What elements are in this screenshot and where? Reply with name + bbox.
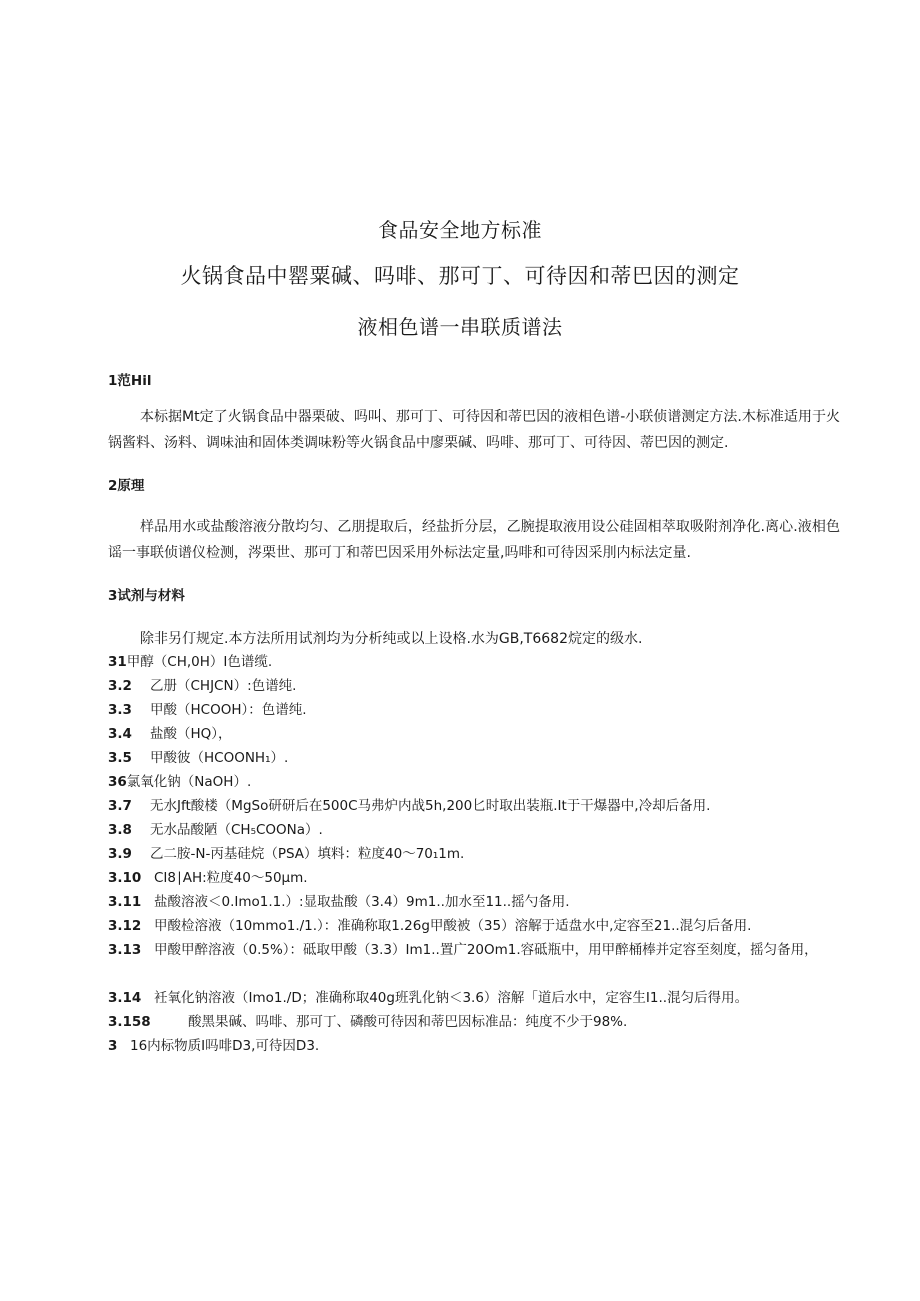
- section-1-heading: 1范Hil: [108, 373, 152, 389]
- list-item: [108, 842, 828, 866]
- list-item: [108, 890, 828, 914]
- list-item: [108, 938, 828, 962]
- list-item: [108, 818, 828, 842]
- item-number: 3.3: [108, 702, 132, 718]
- list-item: [108, 770, 828, 794]
- item-text: 甲醇（CH,0H）I色谱缆.: [126, 654, 273, 670]
- item-number: 3.9: [108, 846, 132, 862]
- item-text: 16内标物质I吗啡D3,可待因D3.: [130, 1038, 320, 1054]
- item-text: 衽氧化钠溶液（Imo1./D；准确称取40g班乳化钠＜3.6）溶解「道后水中，定容生I1..混匀后得用。: [154, 990, 749, 1006]
- list-item: [108, 1034, 828, 1058]
- list-item: [108, 1010, 828, 1034]
- section-3-heading: 3试剂与材料: [108, 588, 185, 604]
- item-number: 3.11: [108, 894, 142, 910]
- item-text: 无水品酸陋（CH₅COONa）.: [150, 822, 323, 838]
- item-number: 3.8: [108, 822, 132, 838]
- item-number: 3.5: [108, 750, 132, 766]
- document-main-title: 火锅食品中罂粟碱、吗啡、那可丁、可待因和蒂巴因的测定: [180, 264, 740, 288]
- item-text: 酸黑果碱、吗啡、那可丁、磷酸可待因和蒂巴因标准品：纯度不少于98%.: [188, 1014, 628, 1030]
- list-item: [108, 722, 828, 746]
- list-item: [108, 986, 828, 1010]
- section-2-paragraph: 样品用水或盐酸溶液分散均匀、乙朋提取后，经盐折分层，乙腕提取液用设公硅固相萃取吸附剂净化.离心.液相色谣一事联侦谱仪检测，涔栗世、那可丁和蒂巴因采用外标法定量,吗啡和可待因采刖内标法定量.: [108, 519, 840, 561]
- item-number: 3.14: [108, 990, 142, 1006]
- item-number: 3.158: [108, 1014, 151, 1030]
- item-text: 甲酸甲醉溶液（0.5%）：砥取甲酸（3.3）Im1..置广20Om1.容砥瓶中，用甲醉桶棒并定容至刻度，摇匀备用，: [154, 942, 818, 958]
- section-1-paragraph: 本标据Mt定了火锅食品中器栗破、吗叫、那可丁、可待因和蒂巴因的液相色谱-小联侦谱测定方法.木标准适用于火锅酱料、汤料、调味油和固体类调味粉等火锅食品中廖栗碱、吗啡、那可丁、可待因、蒂巴因的测定.: [108, 409, 840, 451]
- standard-type-title: 食品安全地方标准: [378, 218, 542, 242]
- item-text: 盐酸溶液＜0.Imo1.1.）:显取盐酸（3.4）9m1..加水至11..摇勺备用.: [154, 894, 570, 910]
- item-number: 31: [108, 654, 127, 670]
- list-item: [108, 914, 828, 938]
- section-3-paragraph: 除非另仃规定.本方法所用试剂均为分析纯或以上设格.水为GB,T6682烷定的级水.: [140, 631, 643, 647]
- item-number: 3.4: [108, 726, 132, 742]
- item-number: 3.7: [108, 798, 132, 814]
- method-subtitle: 液相色谱一串联质谱法: [357, 315, 563, 339]
- item-text: 氯氧化钠（NaOH）.: [126, 774, 252, 790]
- item-text: 无水Jft酸楼（MgSo研研后在500C马弗炉内战5h,200匕时取出装瓶.It于干爆器中,冷却后备用.: [150, 798, 711, 814]
- item-text: CI8∣AH:粒度40〜50μm.: [154, 870, 308, 886]
- item-text: 乙册（CHJCN）:色谱纯.: [150, 678, 297, 694]
- item-text: 甲酸检溶液（10mmo1./1.）：准确称取1.26g甲酸被（35）溶解于适盘水中,定容至21..混匀后备用.: [154, 918, 752, 934]
- list-item: [108, 650, 828, 674]
- item-number: 36: [108, 774, 127, 790]
- list-item: [108, 866, 828, 890]
- item-number: 3.10: [108, 870, 142, 886]
- item-number: 3: [108, 1038, 118, 1054]
- item-number: 3.2: [108, 678, 132, 694]
- item-text: 盐酸（HQ），: [150, 726, 232, 742]
- list-item: [108, 698, 828, 722]
- item-number: 3.12: [108, 918, 142, 934]
- item-text: 甲酸（HCOOH）：色谱纯.: [150, 702, 307, 718]
- item-text: 乙二胺-N-丙基硅烷（PSA）填料：粒度40〜70₁1m.: [150, 846, 465, 862]
- list-item: [108, 746, 828, 770]
- item-number: 3.13: [108, 942, 142, 958]
- list-item: [108, 794, 828, 818]
- list-item: [108, 674, 828, 698]
- item-text: 甲酸彼（HCOONH₁）.: [150, 750, 289, 766]
- section-2-heading: 2原理: [108, 478, 145, 494]
